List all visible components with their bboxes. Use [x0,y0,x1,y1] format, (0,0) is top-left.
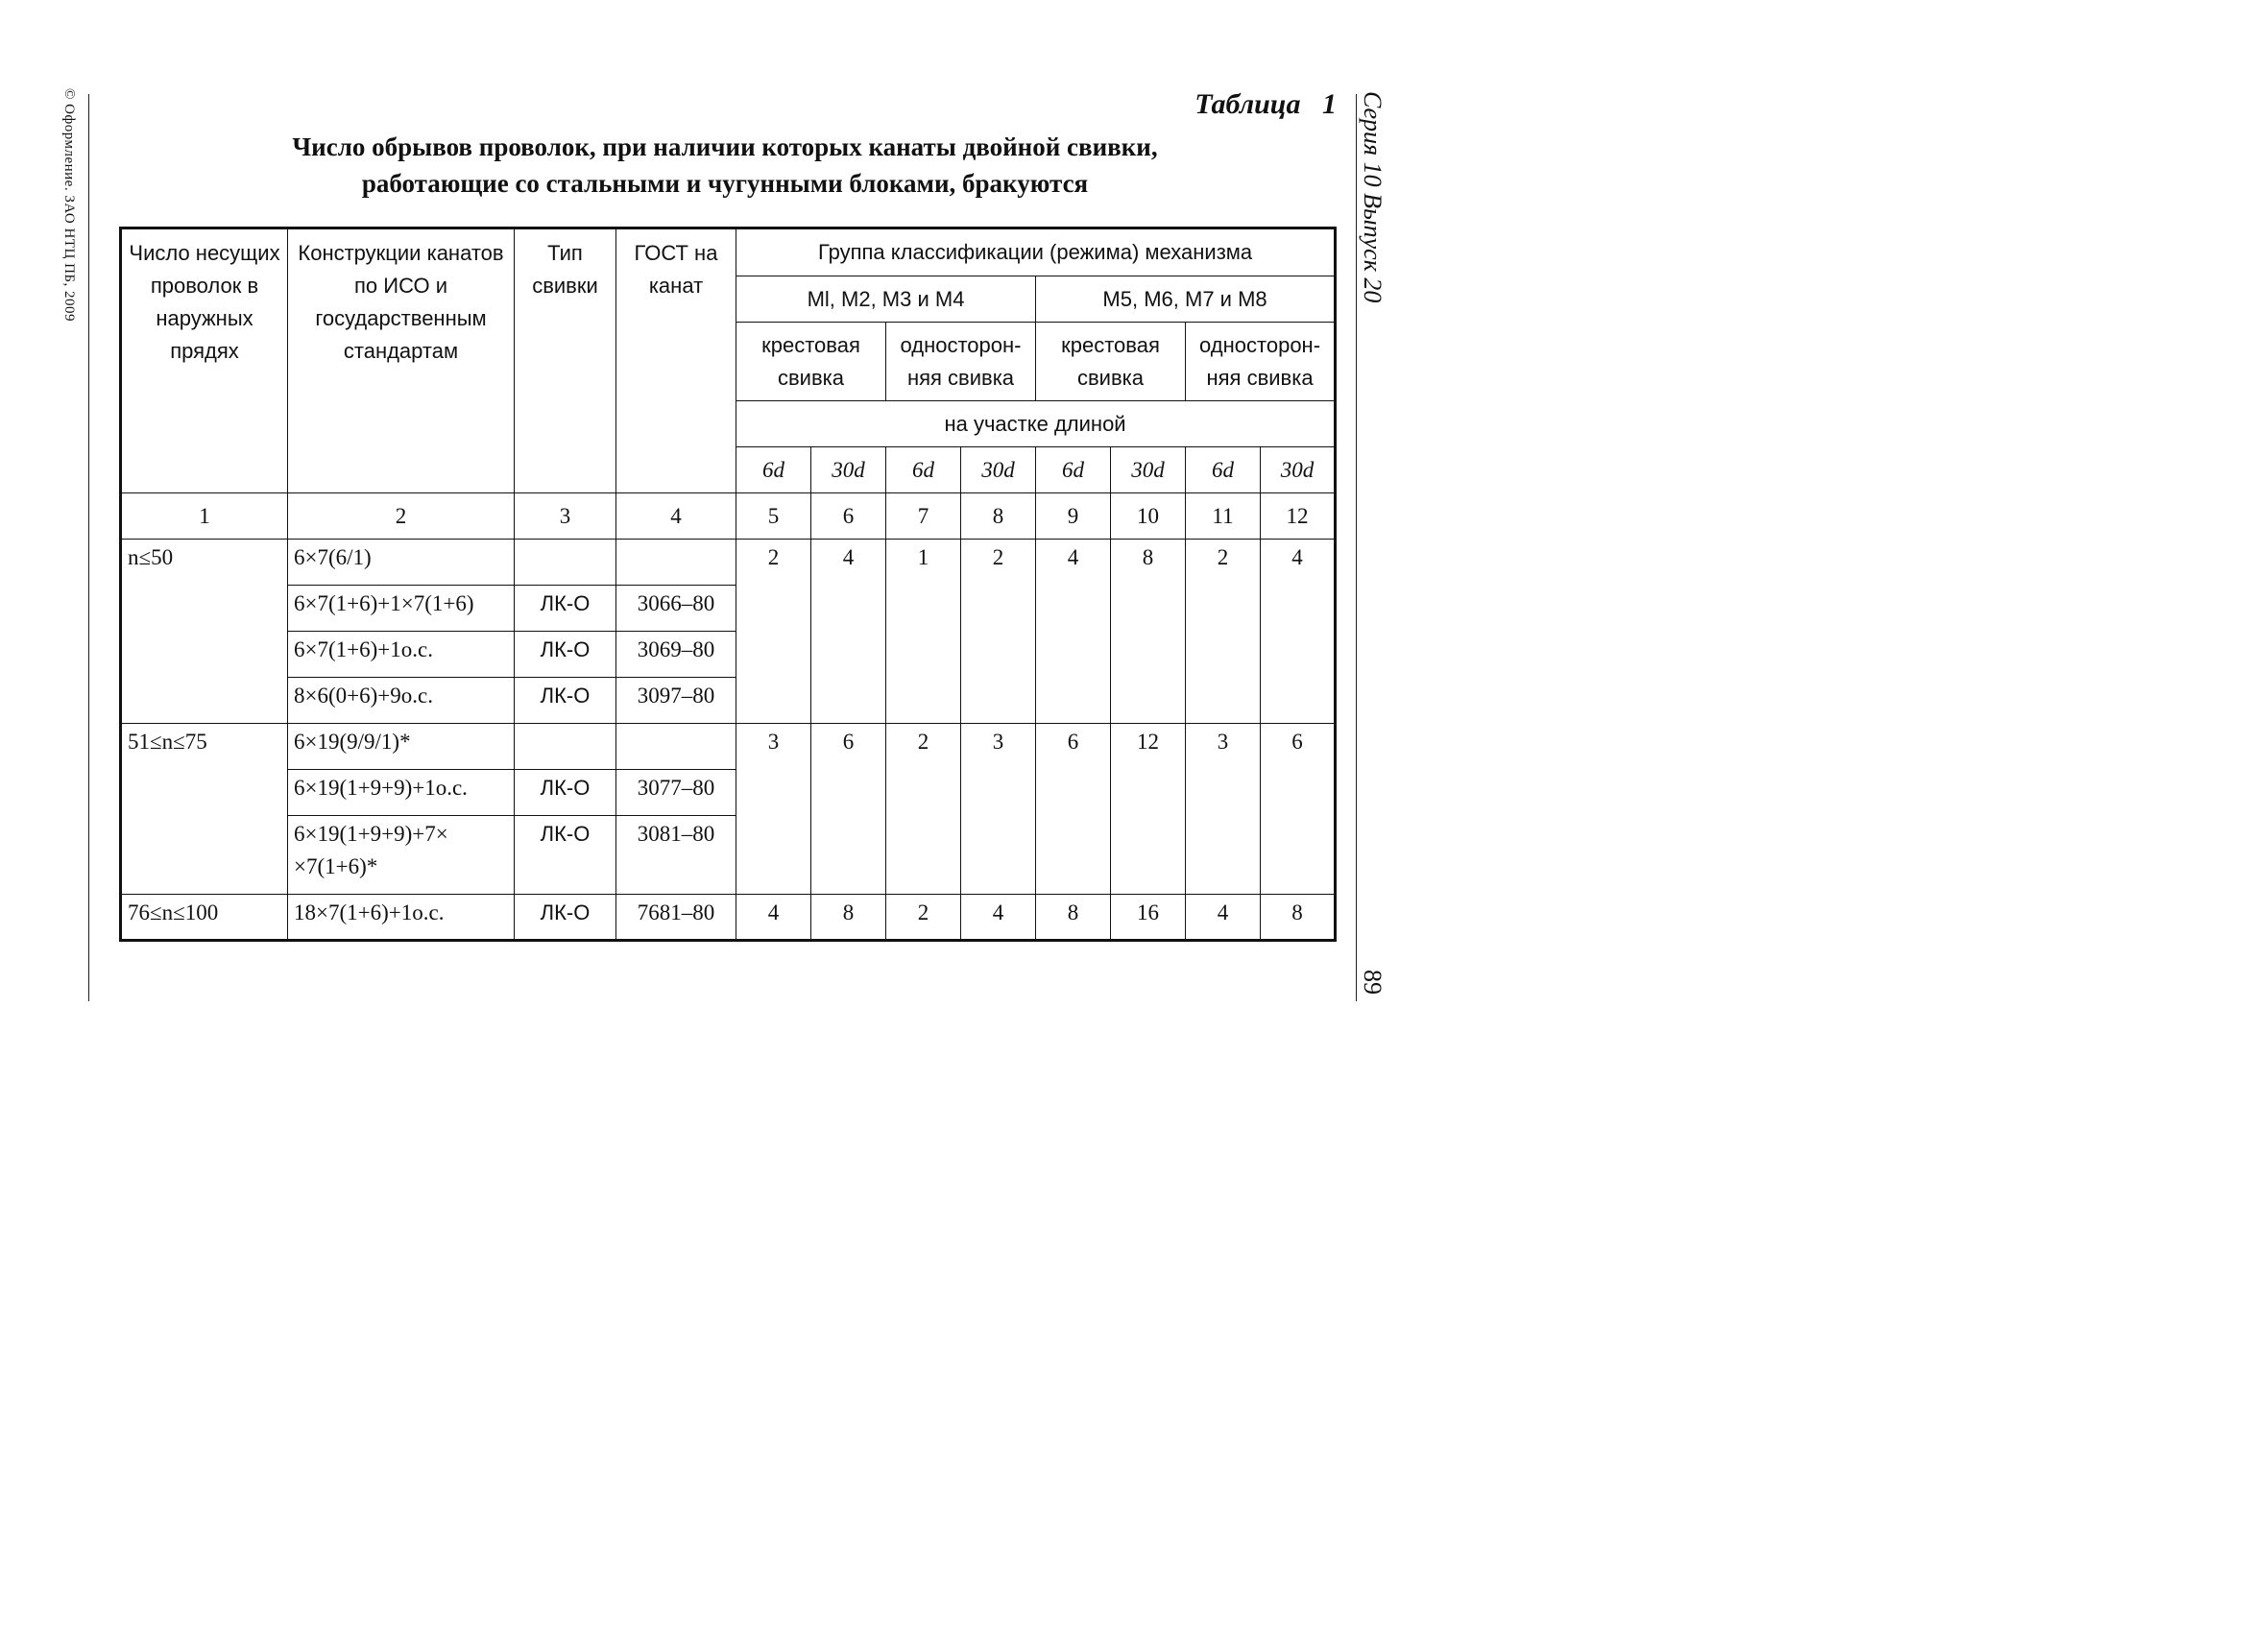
column-number: 2 [288,493,515,540]
breakage-table [119,227,1337,942]
table-label: Таблица 1 [1194,88,1337,120]
breakage-value: 4 [1261,540,1336,724]
column-number: 5 [736,493,811,540]
column-number: 6 [811,493,886,540]
rope-construction: 18×7(1+6)+1о.с. [288,895,515,941]
breakage-value: 8 [1261,895,1336,941]
column-number: 12 [1261,493,1336,540]
header-length-value: 6d [1036,447,1111,493]
table-title-line-2: работающие со стальными и чугунными блоками, бракуются [361,169,1089,198]
breakage-value: 4 [961,895,1036,941]
breakage-value: 2 [886,724,961,895]
breakage-value: 4 [1186,895,1261,941]
lay-type: ЛК-О [515,895,616,941]
header-group-m1-m4: Ml, M2, M3 и M4 [736,276,1036,323]
lay-type [515,724,616,770]
rope-construction: 6×19(1+9+9)+1о.с. [288,770,515,816]
breakage-value: 4 [811,540,886,724]
header-lay-type: Тип свивки [515,228,616,493]
breakage-value: 6 [811,724,886,895]
table-title [115,129,1335,202]
header-mechanism-group: Группа классификации (режима) механизма [736,228,1336,276]
header-length-value: 6d [1186,447,1261,493]
rope-construction: 8×6(0+6)+9о.с. [288,678,515,724]
header-group-m5-m8: M5, M6, M7 и M8 [1036,276,1336,323]
left-margin-rule [88,94,89,1001]
lay-type: ЛК-О [515,770,616,816]
table-row [121,540,1336,586]
wire-count-range: 76≤n≤100 [121,895,288,941]
rope-construction: 6×7(1+6)+1о.с. [288,632,515,678]
lay-type: ЛК-О [515,586,616,632]
column-number-row [121,493,1336,540]
header-gost: ГОСТ на канат [616,228,736,493]
rope-construction: 6×19(1+9+9)+7× ×7(1+6)* [288,816,515,895]
breakage-value: 6 [1036,724,1111,895]
gost-number [616,540,736,586]
lay-type: ЛК-О [515,678,616,724]
rope-construction: 6×19(9/9/1)* [288,724,515,770]
table-title-line-1: Число обрывов проволок, при наличии которых канаты двойной свивки, [292,132,1158,161]
header-wire-count: Число несущих проволок в наружных прядях [121,228,288,493]
breakage-value: 4 [1036,540,1111,724]
breakage-value: 6 [1261,724,1336,895]
header-section-length: на участке длиной [736,401,1336,447]
breakage-value: 8 [1036,895,1111,941]
breakage-value: 8 [811,895,886,941]
header-length-value: 6d [736,447,811,493]
right-margin-rule [1356,94,1357,1001]
gost-number: 3081–80 [616,816,736,895]
gost-number: 7681–80 [616,895,736,941]
gost-number: 3077–80 [616,770,736,816]
header-cross-lay-a: крестовая свивка [736,323,886,401]
lay-type: ЛК-О [515,816,616,895]
breakage-value: 2 [886,895,961,941]
breakage-value: 4 [736,895,811,941]
breakage-value: 3 [961,724,1036,895]
breakage-value: 16 [1111,895,1186,941]
breakage-value: 8 [1111,540,1186,724]
column-number: 7 [886,493,961,540]
gost-number: 3069–80 [616,632,736,678]
wire-count-range: 51≤n≤75 [121,724,288,895]
rope-construction: 6×7(6/1) [288,540,515,586]
lay-type [515,540,616,586]
header-one-side-lay-b: односторон-няя свивка [1186,323,1336,401]
series-label: Серия 10 Выпуск 20 [1359,91,1387,303]
breakage-value: 2 [1186,540,1261,724]
column-number: 8 [961,493,1036,540]
lay-type: ЛК-О [515,632,616,678]
rope-construction: 6×7(1+6)+1×7(1+6) [288,586,515,632]
breakage-value: 2 [961,540,1036,724]
gost-number [616,724,736,770]
header-construction: Конструкции канатов по ИСО и государственным стандартам [288,228,515,493]
page-number: 89 [1359,970,1387,995]
breakage-value: 2 [736,540,811,724]
breakage-value: 1 [886,540,961,724]
column-number: 9 [1036,493,1111,540]
column-number: 4 [616,493,736,540]
header-cross-lay-b: крестовая свивка [1036,323,1186,401]
breakage-value: 3 [1186,724,1261,895]
copyright-margin-text: © Оформление. ЗАО НТЦ ПБ, 2009 [61,88,77,323]
gost-number: 3097–80 [616,678,736,724]
column-number: 11 [1186,493,1261,540]
column-number: 10 [1111,493,1186,540]
column-number: 1 [121,493,288,540]
header-one-side-lay-a: односторон-няя свивка [886,323,1036,401]
header-length-value: 30d [1111,447,1186,493]
table-row [121,895,1336,941]
header-length-value: 30d [1261,447,1336,493]
breakage-value: 12 [1111,724,1186,895]
header-length-value: 6d [886,447,961,493]
wire-count-range: n≤50 [121,540,288,724]
table-row [121,724,1336,770]
breakage-value: 3 [736,724,811,895]
header-length-value: 30d [811,447,886,493]
column-number: 3 [515,493,616,540]
header-length-value: 30d [961,447,1036,493]
gost-number: 3066–80 [616,586,736,632]
